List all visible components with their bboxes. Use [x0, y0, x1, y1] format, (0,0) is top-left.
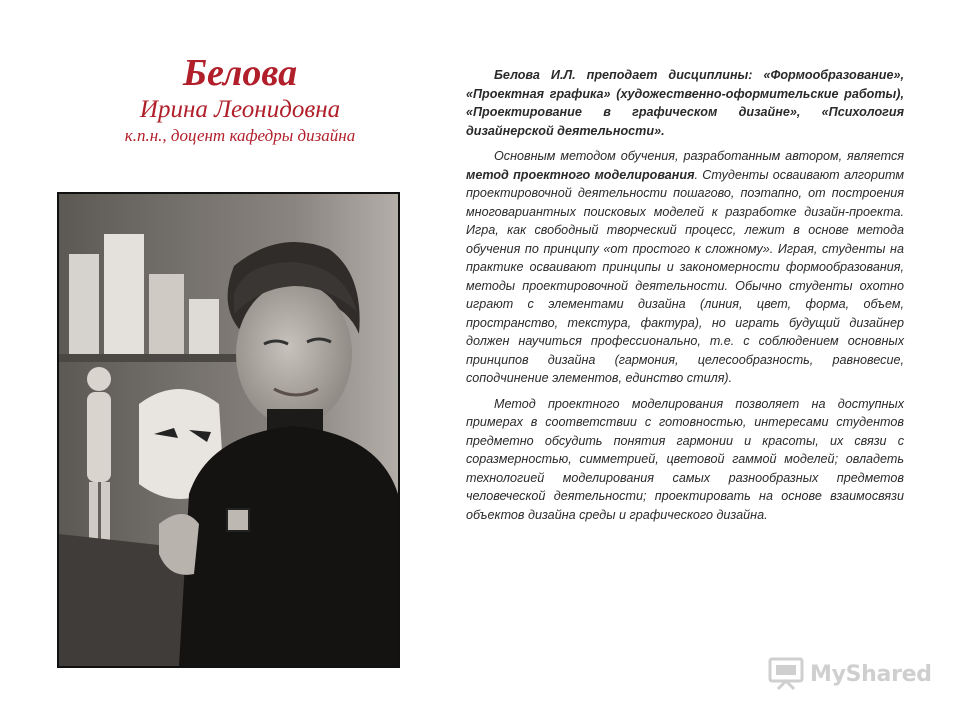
bio-paragraph-method	[466, 147, 904, 388]
method-description: . Студенты осваивают алгоритм проектировочной деятельности пошагово, поэтапно, от построения многовариантных поисковых моделей к разработке дизайн-проекта. Игра, как свободный творческий процесс, лежит в основе метода обучения по принципу «от простого к сложному». Играя, студенты на практике осваивают принципы и закономерности формообразования, методы проектировочной деятельности. Обычно студенты охотно играют с элементами дизайна (линия, цвет, форма, объем, пространство, текстура, фактура), но играть будущий дизайнер должен научиться профессионально, т.е. с соблюдением основных принципов дизайна (гармония, целесообразность, равновесие, соподчинение элементов, единство стиля).	[466, 167, 904, 385]
biography-text	[466, 66, 904, 531]
method-emphasis: метод проектного моделирования	[466, 167, 695, 182]
method-intro: Основным методом обучения, разработанным автором, является	[494, 149, 904, 163]
logo-text: MyShared	[810, 661, 932, 687]
person-surname: Белова	[182, 52, 298, 94]
myshared-logo	[768, 654, 932, 694]
person-given-names: Ирина Леонидовна	[139, 96, 341, 123]
bio-paragraph-disciplines: Белова И.Л. преподает дисциплины: «Формообразование», «Проектная графика» (художественно-оформительские работы), «Проектирование в графическом дизайне», «Психология дизайнерской деятельности».	[466, 68, 904, 138]
bio-paragraph-modeling: Метод проектного моделирования позволяет на доступных примерах в соответствии с готовностью, интересами студентов предметно обсудить понятия гармонии и красоты, их связи с соразмерностью, симметрией, цветовой гаммой моделей; овладеть технологией моделирования самых разнообразных предметов человеческой деятельности; проектировать на основе взаимосвязи объектов дизайна среды и графического дизайна.	[466, 396, 904, 522]
name-block	[60, 50, 420, 148]
portrait-photo	[57, 192, 400, 668]
person-title: к.п.н., доцент кафедры дизайна	[124, 126, 356, 145]
presentation-board-icon	[768, 657, 804, 691]
